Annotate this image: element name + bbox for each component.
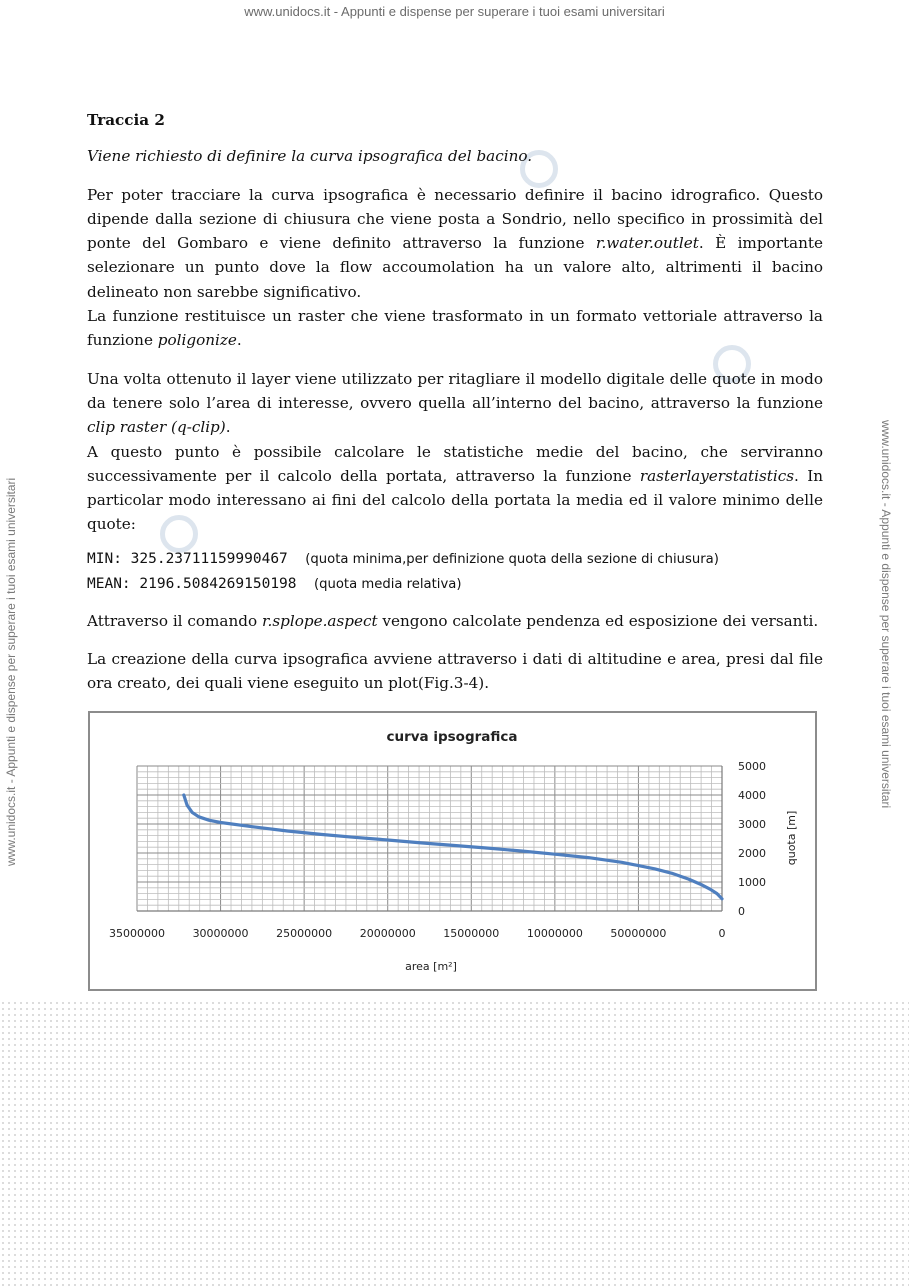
- watermark-left: www.unidocs.it - Appunti e dispense per superare i tuoi esami universitari: [4, 477, 18, 866]
- chart-axes: [109, 760, 766, 940]
- paragraph-plot: La creazione della curva ipsografica avviene attraverso i dati di altitudine e area, presi dal file ora creato, dei quali viene eseguito un plot(Fig.3-4).: [87, 650, 823, 693]
- y-tick-label: 4000: [738, 789, 766, 802]
- paragraph-statistics: A questo punto è possibile calcolare le statistiche medie del bacino, che serviranno successivamente per il calcolo della portata, attraverso la funzione rasterlayerstatistics. In particolar modo interessano ai fini del calcolo della portata la media ed il valore minimo delle quote:: [87, 442, 823, 534]
- y-tick-label: 0: [738, 905, 745, 918]
- page-bottom-texture: [0, 1000, 909, 1286]
- watermark-right: www.unidocs.it - Appunti e dispense per superare i tuoi esami universitari: [879, 420, 893, 809]
- hypsometric-chart: [88, 711, 817, 991]
- stat-min: MIN: 325.23711159990467 (quota minima,per definizione quota della sezione di chiusura): [87, 550, 719, 567]
- chart-title: curva ipsografica: [386, 729, 518, 745]
- x-tick-label: 35000000: [109, 927, 165, 940]
- x-tick-label: 0: [718, 927, 726, 940]
- document-body: [87, 108, 823, 696]
- stat-mean: MEAN: 2196.5084269150198 (quota media relativa): [87, 575, 462, 592]
- x-axis-label: area [m²]: [405, 960, 457, 973]
- chart-grid: [137, 766, 722, 911]
- y-tick-label: 1000: [738, 876, 766, 889]
- intro-paragraph: Viene richiesto di definire la curva ipsografica del bacino.: [87, 147, 533, 166]
- x-tick-label: 10000000: [526, 927, 583, 940]
- x-tick-label: 20000000: [359, 927, 416, 940]
- x-tick-label: 30000000: [192, 927, 249, 940]
- chart-canvas: [90, 713, 815, 989]
- y-tick-label: 3000: [738, 818, 766, 831]
- y-tick-label: 2000: [738, 847, 766, 860]
- paragraph-slope: Attraverso il comando r.splope.aspect vengono calcolate pendenza ed esposizione dei versanti.: [87, 611, 819, 630]
- x-tick-label: 50000000: [610, 927, 667, 940]
- y-tick-label: 5000: [738, 760, 766, 773]
- x-tick-label: 15000000: [443, 927, 500, 940]
- paragraph-clip: Una volta ottenuto il layer viene utilizzato per ritagliare il modello digitale delle quote in modo da tenere solo l’area di interesse, ovvero quella all’interno del bacino, attraverso la funzione clip raster (q-clip).: [87, 369, 823, 437]
- section-title: Traccia 2: [87, 111, 165, 129]
- paragraph-poligonize: La funzione restituisce un raster che viene trasformato in un formato vettoriale attraverso la funzione poligonize.: [87, 307, 823, 350]
- paragraph-outlet: Per poter tracciare la curva ipsografica è necessario definire il bacino idrografico. Questo dipende dalla sezione di chiusura che viene posta a Sondrio, nello specifico in prossimità del ponte del Gombaro e viene definito attraverso la funzione r.water.outlet. È importante selezionare un punto dove la flow accoumolation ha un valore alto, altrimenti il bacino delineato non sarebbe significativo.: [87, 185, 823, 301]
- y-axis-label: quota [m]: [785, 810, 798, 866]
- x-tick-label: 25000000: [276, 927, 333, 940]
- watermark-header: www.unidocs.it - Appunti e dispense per superare i tuoi esami universitari: [244, 4, 665, 19]
